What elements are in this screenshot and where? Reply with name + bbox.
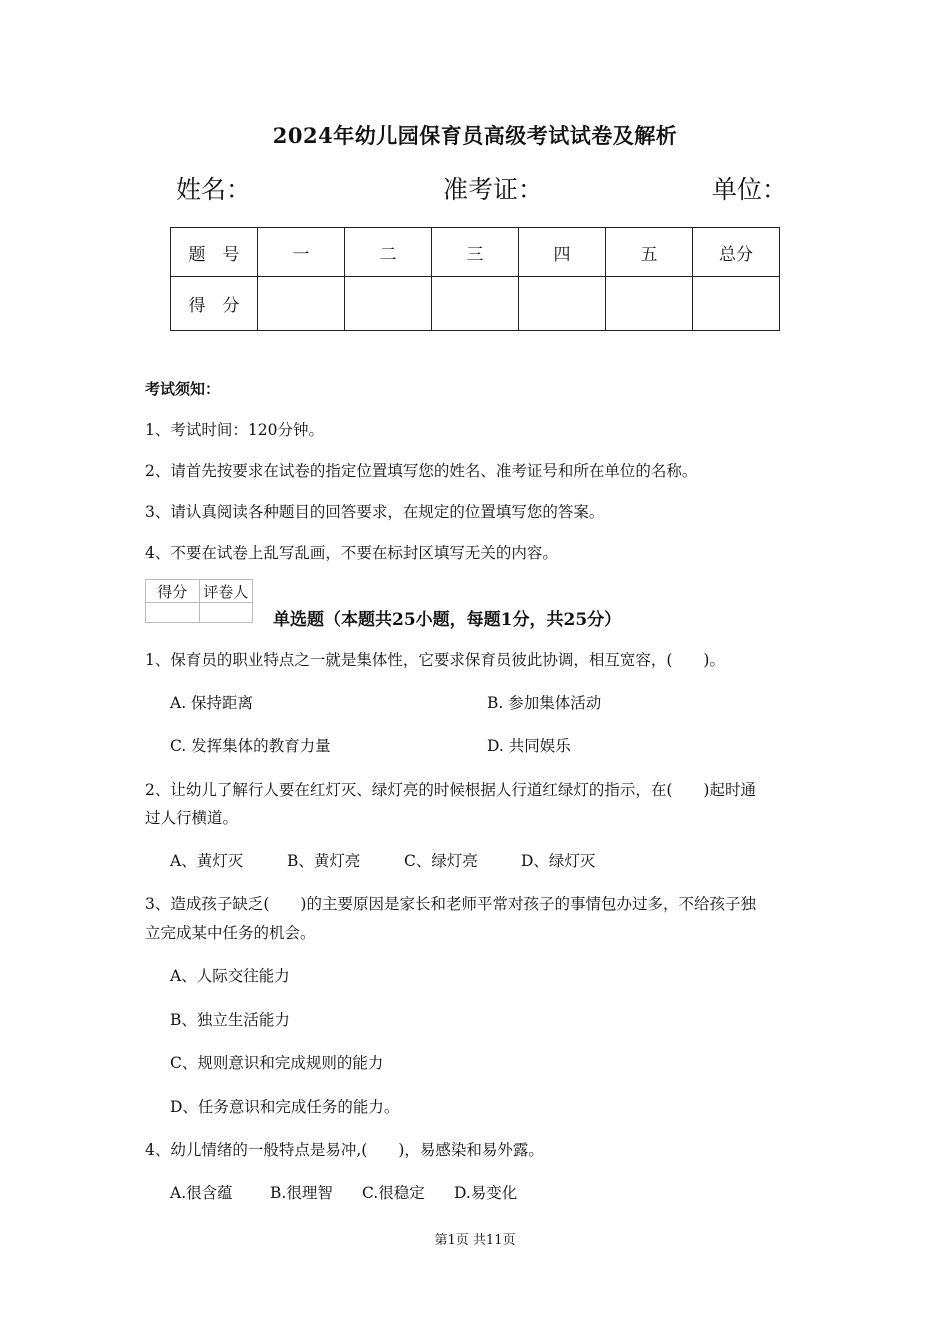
question-option[interactable]: C、绿灯亮 (404, 852, 478, 870)
notice-heading: 考试须知： (145, 380, 221, 398)
score-header-cell: 二 (345, 228, 432, 277)
grader-reviewer-label: 评卷人 (199, 580, 253, 603)
grader-score-label: 得分 (146, 580, 200, 603)
score-header-cell: 题 号 (171, 228, 258, 277)
grader-table (145, 579, 253, 623)
score-row-label: 得 分 (171, 277, 258, 331)
name-field-label: 姓名： (176, 175, 252, 204)
score-cell[interactable] (258, 277, 345, 331)
score-cell[interactable] (432, 277, 519, 331)
score-cell[interactable] (519, 277, 606, 331)
score-table-score-row (171, 277, 780, 331)
section-title: 单选题（本题共25小题，每题1分，共25分） (273, 610, 622, 630)
question-option[interactable]: A、人际交往能力 (170, 967, 290, 985)
question-3-stem-line2: 立完成某中任务的机会。 (145, 924, 316, 942)
notice-item: 3、请认真阅读各种题目的回答要求，在规定的位置填写您的答案。 (145, 503, 605, 521)
question-option[interactable]: B. 参加集体活动 (487, 694, 602, 712)
notice-item: 2、请首先按要求在试卷的指定位置填写您的姓名、准考证号和所在单位的名称。 (145, 462, 698, 480)
score-table (170, 227, 780, 331)
question-option[interactable]: B、黄灯亮 (287, 852, 361, 870)
question-option[interactable]: A.很含蕴 (170, 1184, 233, 1202)
question-1-stem: 1、保育员的职业特点之一就是集体性，它要求保育员彼此协调，相互宽容，( )。 (145, 651, 725, 669)
question-option[interactable]: C. 发挥集体的教育力量 (170, 737, 331, 755)
score-table-header-row (171, 228, 780, 277)
question-option[interactable]: B.很理智 (270, 1184, 333, 1202)
question-option[interactable]: D、任务意识和完成任务的能力。 (170, 1098, 400, 1116)
score-cell[interactable] (345, 277, 432, 331)
question-option[interactable]: D. 共同娱乐 (487, 737, 571, 755)
score-cell[interactable] (693, 277, 780, 331)
question-option[interactable]: A. 保持距离 (170, 694, 254, 712)
question-option[interactable]: A、黄灯灭 (170, 852, 244, 870)
score-header-cell: 三 (432, 228, 519, 277)
score-header-cell: 四 (519, 228, 606, 277)
exam-number-field-label: 准考证： (443, 175, 544, 204)
unit-field-label: 单位： (712, 175, 788, 204)
score-header-cell: 五 (606, 228, 693, 277)
notice-item: 4、不要在试卷上乱写乱画，不要在标封区填写无关的内容。 (145, 544, 558, 562)
question-option[interactable]: B、独立生活能力 (170, 1011, 290, 1029)
question-option[interactable]: D.易变化 (454, 1184, 518, 1202)
question-2-stem-line2: 过人行横道。 (145, 809, 239, 827)
page-footer: 第1页 共11页 (434, 1233, 516, 1248)
question-3-stem-line1: 3、造成孩子缺乏( )的主要原因是家长和老师平常对孩子的事情包办过多，不给孩子独 (145, 895, 756, 913)
page-title: 2024年幼儿园保育员高级考试试卷及解析 (272, 123, 678, 148)
grader-reviewer-cell[interactable] (199, 603, 253, 623)
grader-score-cell[interactable] (146, 603, 200, 623)
question-option[interactable]: C、规则意识和完成规则的能力 (170, 1054, 384, 1072)
score-cell[interactable] (606, 277, 693, 331)
question-4-stem: 4、幼儿情绪的一般特点是易冲,( )，易感染和易外露。 (145, 1141, 544, 1159)
score-header-cell: 一 (258, 228, 345, 277)
question-option[interactable]: C.很稳定 (362, 1184, 425, 1202)
question-option[interactable]: D、绿灯灭 (521, 852, 596, 870)
notice-item: 1、考试时间：120分钟。 (145, 421, 324, 439)
question-2-stem-line1: 2、让幼儿了解行人要在红灯灭、绿灯亮的时候根据人行道红绿灯的指示，在( )起时通 (145, 781, 756, 799)
score-header-cell: 总分 (693, 228, 780, 277)
